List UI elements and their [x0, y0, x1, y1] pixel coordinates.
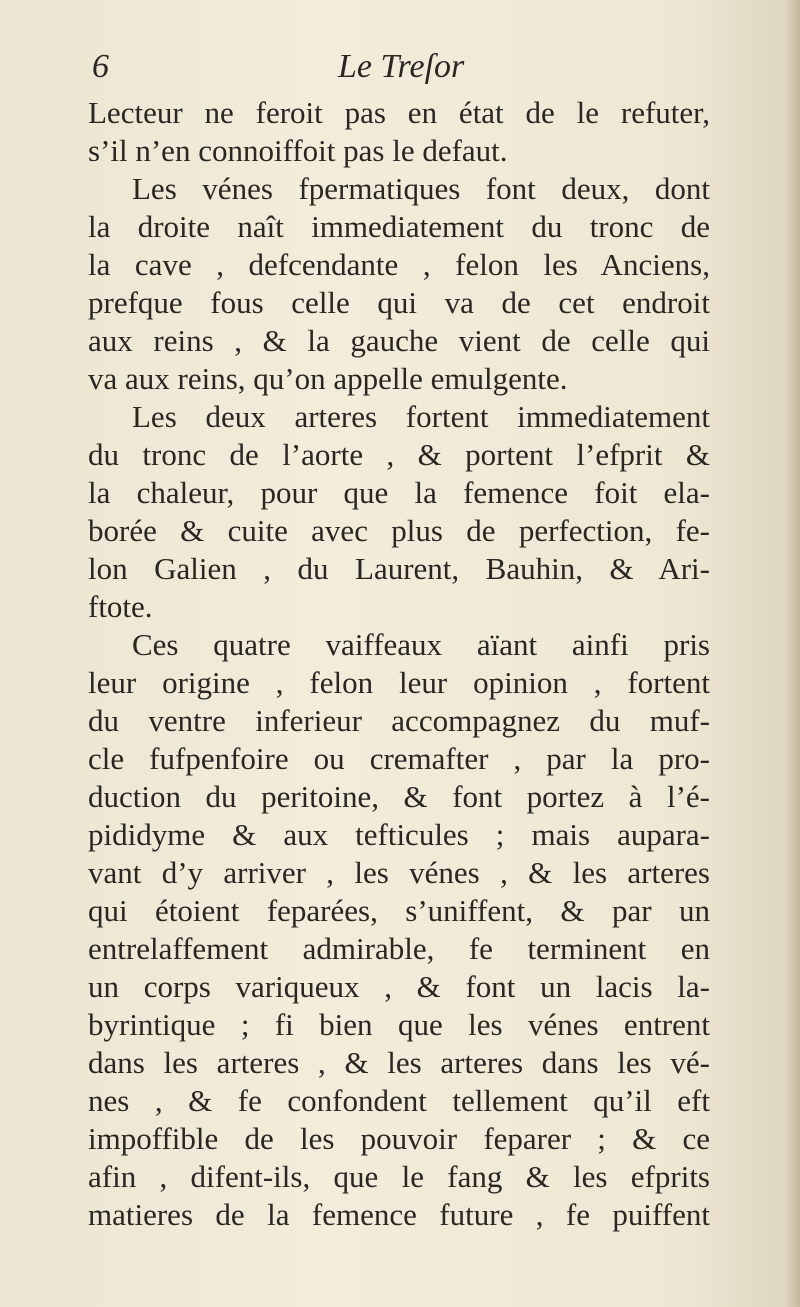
- text-line: cle fufpenfoire ou cremafter , par la pro-: [88, 741, 710, 776]
- text-line: du ventre inferieur accompagnez du muf-: [88, 703, 710, 738]
- text-line: Lecteur ne feroit pas en état de le refuter,: [88, 95, 710, 130]
- text-line: ftote.: [88, 589, 153, 624]
- text-line: qui étoient feparées, s’uniffent, & par un: [88, 893, 710, 928]
- text-line: nes , & fe confondent tellement qu’il eft: [88, 1083, 710, 1118]
- text-line: borée & cuite avec plus de perfection, fe-: [88, 513, 710, 548]
- page-header: [92, 48, 712, 92]
- text-line: dans les arteres , & les arteres dans les vé-: [88, 1045, 710, 1080]
- text-line: la droite naît immediatement du tronc de: [88, 209, 710, 244]
- text-line: un corps variqueux , & font un lacis la-: [88, 969, 710, 1004]
- text-line: lon Galien , du Laurent, Bauhin, & Ari-: [88, 551, 710, 586]
- text-line: la chaleur, pour que la femence foit ela-: [88, 475, 710, 510]
- text-line: byrintique ; fi bien que les vénes entrent: [88, 1007, 710, 1042]
- text-line: s’il n’en connoiffoit pas le defaut.: [88, 133, 508, 168]
- text-line: matieres de la femence future , fe puiffent: [88, 1197, 710, 1232]
- text-line: du tronc de l’aorte , & portent l’efprit &: [88, 437, 710, 472]
- text-line: leur origine , felon leur opinion , fortent: [88, 665, 710, 700]
- text-line: vant d’y arriver , les vénes , & les arteres: [88, 855, 710, 890]
- text-line: Les vénes fpermatiques font deux, dont: [132, 171, 710, 206]
- text-line: duction du peritoine, & font portez à l’é-: [88, 779, 710, 814]
- text-line: va aux reins, qu’on appelle emulgente.: [88, 361, 568, 396]
- text-line: Les deux arteres fortent immediatement: [132, 399, 710, 434]
- text-line: entrelaffement admirable, fe terminent en: [88, 931, 710, 966]
- text-line: prefque fous celle qui va de cet endroit: [88, 285, 710, 320]
- text-line: aux reins , & la gauche vient de celle qui: [88, 323, 710, 358]
- page-edge-shadow: [786, 0, 800, 1307]
- text-line: afin , difent-ils, que le fang & les efprits: [88, 1159, 710, 1194]
- text-line: impoffible de les pouvoir feparer ; & ce: [88, 1121, 710, 1156]
- running-title: Le Treſor: [338, 48, 465, 85]
- text-line: la cave , defcendante , felon les Anciens,: [88, 247, 710, 282]
- page-number: 6: [92, 48, 109, 85]
- text-line: Ces quatre vaiffeaux aïant ainfi pris: [132, 627, 710, 662]
- body-text: [88, 94, 710, 1234]
- text-line: pididyme & aux tefticules ; mais aupara-: [88, 817, 710, 852]
